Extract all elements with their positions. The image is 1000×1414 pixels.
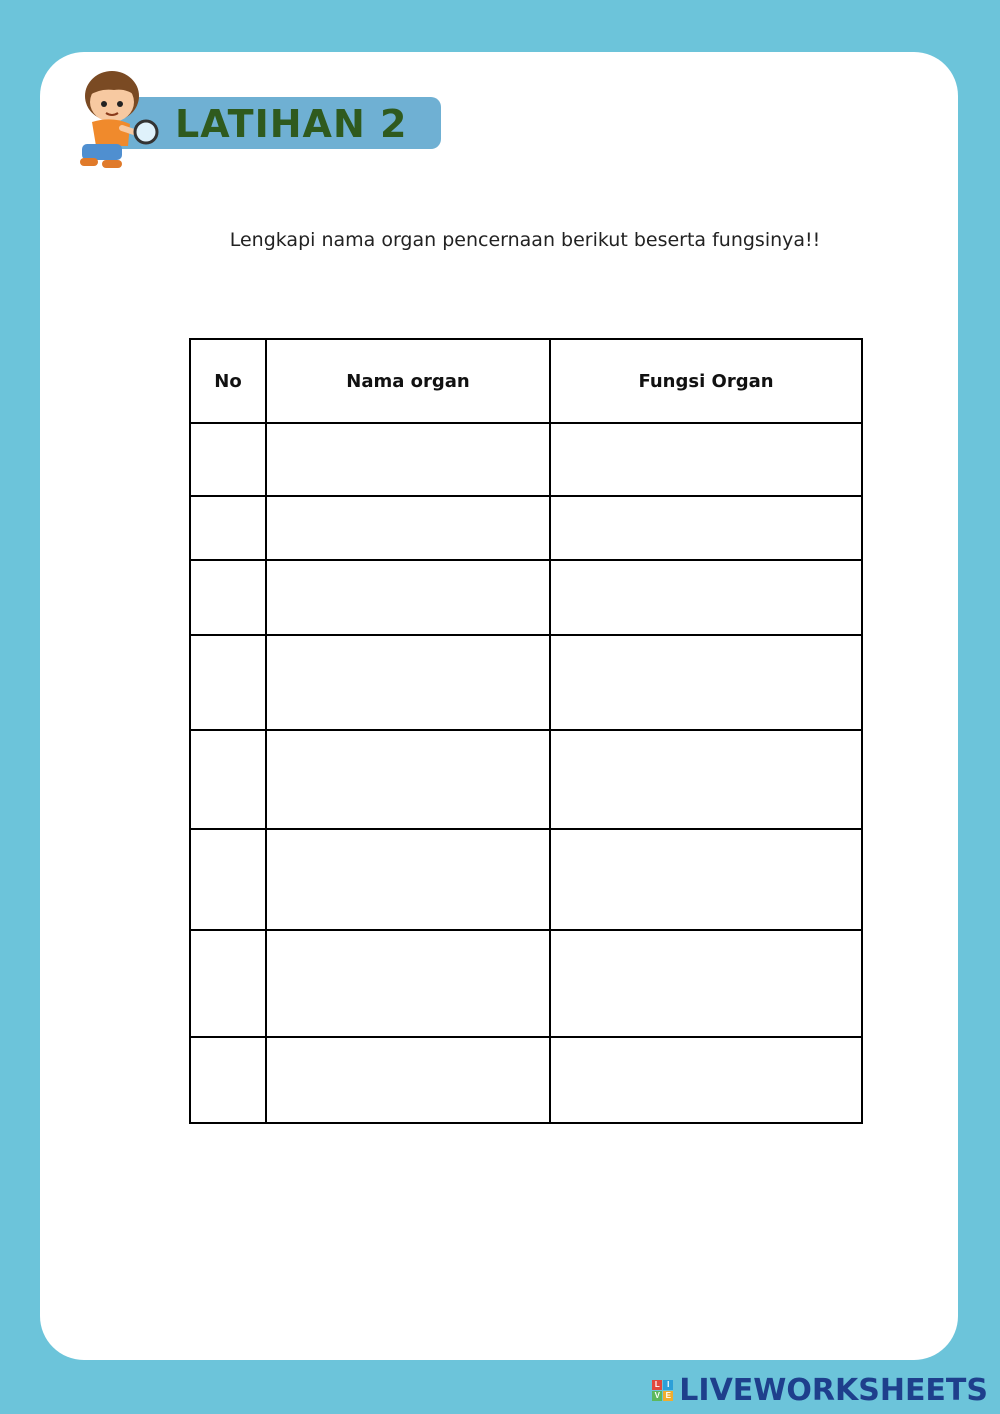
cell-organ-function[interactable] xyxy=(550,930,862,1037)
cell-organ-name[interactable] xyxy=(266,730,550,829)
page-title: LATIHAN 2 xyxy=(175,102,408,146)
cell-organ-function[interactable] xyxy=(550,560,862,635)
cell-organ-name[interactable] xyxy=(266,1037,550,1123)
cell-no[interactable] xyxy=(190,930,266,1037)
liveworksheets-logo-icon: L I V E xyxy=(652,1380,673,1401)
cell-organ-function[interactable] xyxy=(550,730,862,829)
cell-organ-name[interactable] xyxy=(266,829,550,930)
table-row xyxy=(190,730,862,829)
cell-organ-function[interactable] xyxy=(550,496,862,560)
header-no: No xyxy=(190,339,266,423)
table-row xyxy=(190,1037,862,1123)
cell-no[interactable] xyxy=(190,1037,266,1123)
table-row xyxy=(190,560,862,635)
header-organ-function: Fungsi Organ xyxy=(550,339,862,423)
cell-no[interactable] xyxy=(190,496,266,560)
instruction-text: Lengkapi nama organ pencernaan berikut beserta fungsinya!! xyxy=(229,229,821,251)
cell-organ-name[interactable] xyxy=(266,496,550,560)
cell-organ-name[interactable] xyxy=(266,635,550,730)
cell-no[interactable] xyxy=(190,730,266,829)
cell-no[interactable] xyxy=(190,635,266,730)
table-row xyxy=(190,423,862,496)
table-row xyxy=(190,829,862,930)
cell-organ-name[interactable] xyxy=(266,560,550,635)
table-row xyxy=(190,930,862,1037)
table-row xyxy=(190,496,862,560)
boy-with-magnifier-icon xyxy=(66,66,166,180)
table-header-row xyxy=(190,339,862,423)
cell-organ-function[interactable] xyxy=(550,423,862,496)
header-organ-name: Nama organ xyxy=(266,339,550,423)
cell-organ-function[interactable] xyxy=(550,635,862,730)
cell-organ-function[interactable] xyxy=(550,829,862,930)
cell-organ-name[interactable] xyxy=(266,423,550,496)
liveworksheets-logo[interactable] xyxy=(652,1372,988,1408)
cell-no[interactable] xyxy=(190,560,266,635)
cell-organ-name[interactable] xyxy=(266,930,550,1037)
organ-table xyxy=(189,338,863,1124)
table-row xyxy=(190,635,862,730)
brand-name: LIVEWORKSHEETS xyxy=(679,1372,988,1408)
cell-no[interactable] xyxy=(190,423,266,496)
cell-no[interactable] xyxy=(190,829,266,930)
cell-organ-function[interactable] xyxy=(550,1037,862,1123)
